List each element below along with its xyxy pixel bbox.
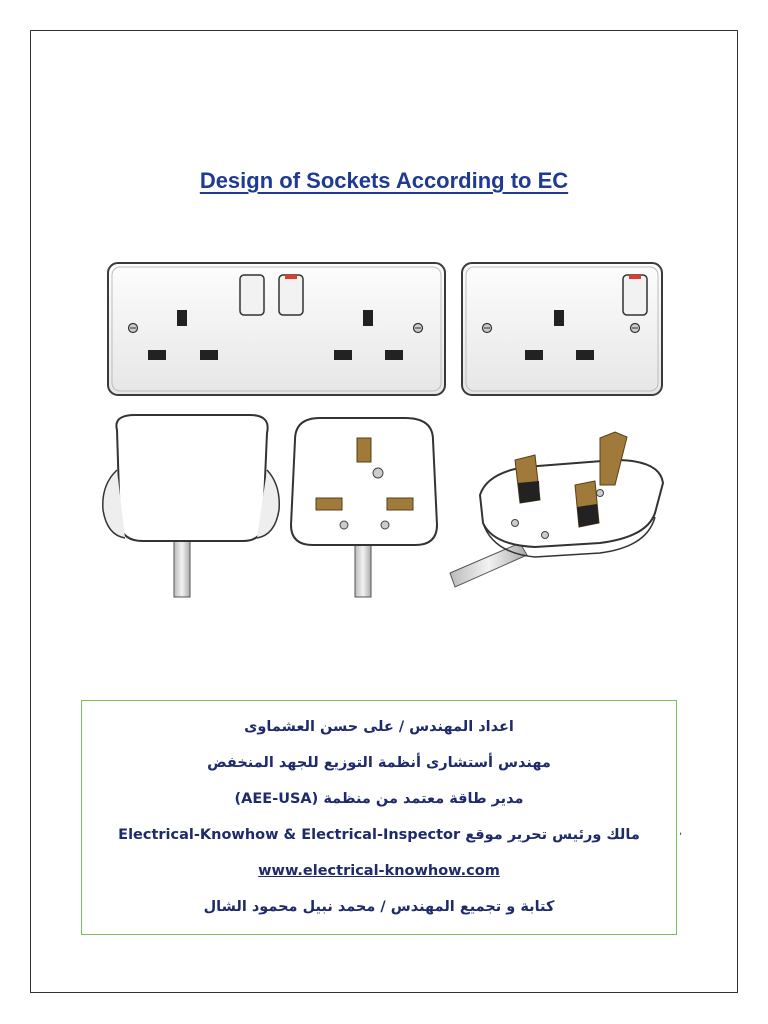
plug-face-view	[291, 418, 437, 597]
credit-line-site-owner: مالك ورئيس تحرير موقع Electrical-Knowhow & Electrical-Inspector	[118, 827, 640, 843]
credit-line-title: مهندس أستشارى أنظمة التوزيع للجهد المنخفض	[207, 755, 551, 771]
plug-back-view	[103, 415, 279, 597]
double-socket	[108, 263, 445, 395]
stray-mark: ,	[679, 826, 683, 837]
plug-3d-view	[450, 432, 663, 587]
credit-line-prepared-by: اعداد المهندس / على حسن العشماوى	[244, 719, 514, 735]
single-socket	[462, 263, 662, 395]
sockets-and-plugs-illustration	[95, 255, 680, 600]
credit-line-compiled-by: كتابة و تجميع المهندس / محمد نبيل محمود الشال	[203, 899, 555, 915]
website-link[interactable]: www.electrical-knowhow.com	[258, 863, 500, 879]
document-title: Design of Sockets According to EC	[199, 168, 569, 193]
credit-line-certification: مدير طاقة معتمد من منظمة (AEE-USA)	[234, 791, 524, 807]
credits-box	[81, 700, 677, 935]
